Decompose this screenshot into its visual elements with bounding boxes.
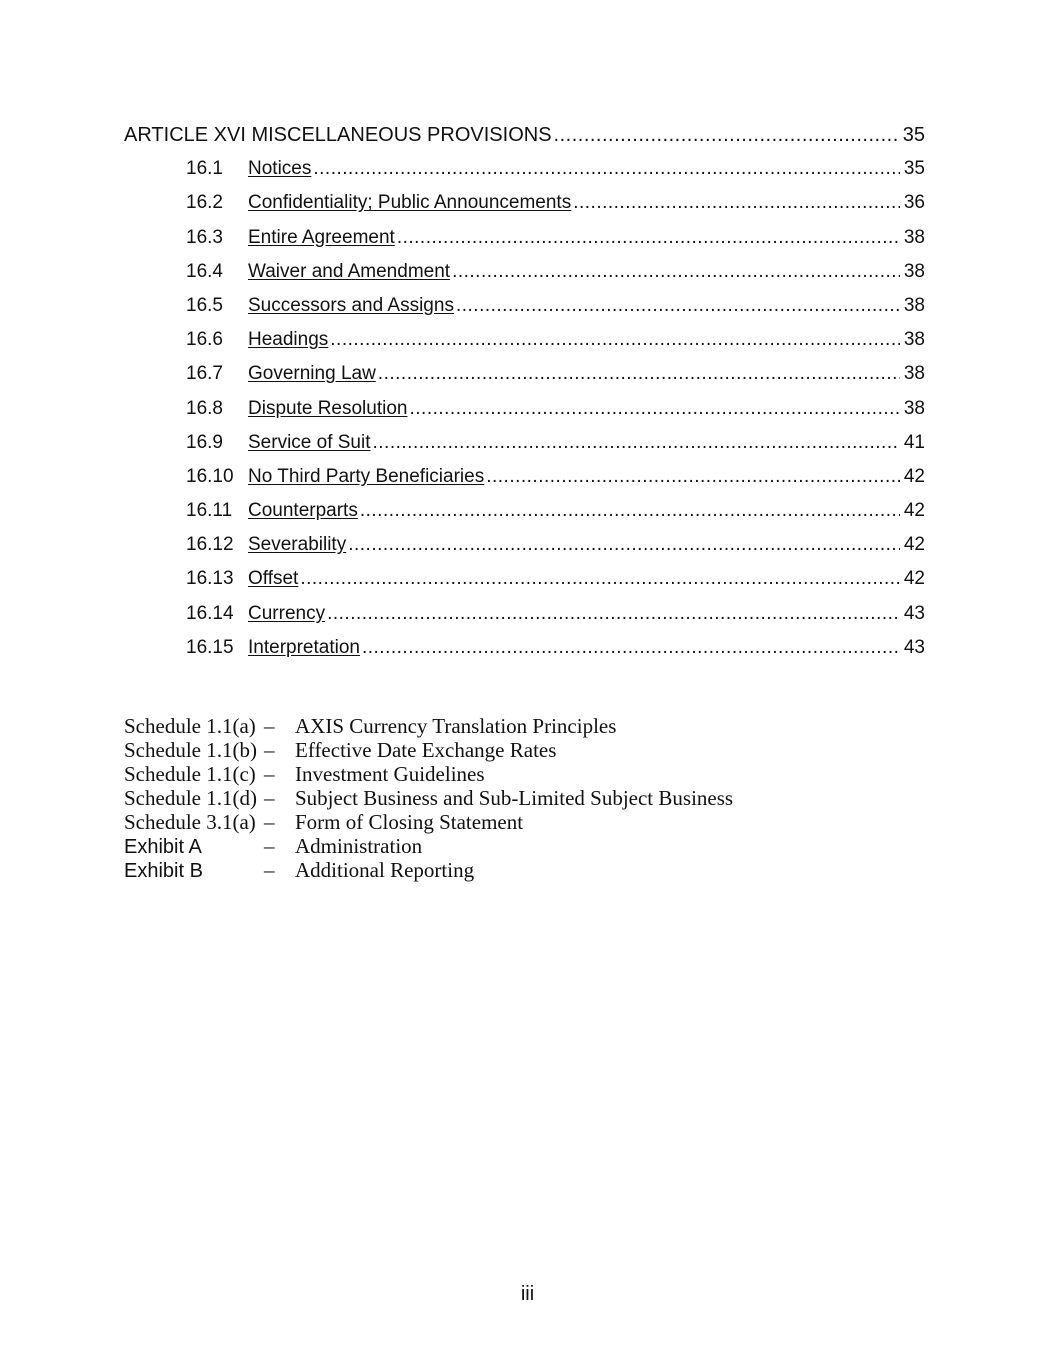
section-title-link[interactable]: Service of Suit (248, 431, 371, 453)
toc-section-entry[interactable] (124, 295, 925, 329)
section-title-link[interactable]: Offset (248, 568, 299, 590)
dot-leader (378, 363, 900, 385)
toc-section-entry[interactable] (124, 227, 925, 261)
section-page-number: 38 (903, 260, 925, 282)
section-title-link[interactable]: Counterparts (248, 500, 358, 522)
dot-leader (373, 432, 900, 454)
section-title-link[interactable]: Successors and Assigns (248, 294, 454, 316)
section-number: 16.12 (186, 534, 234, 556)
section-number: 16.1 (186, 158, 223, 180)
toc-section-entry[interactable] (124, 603, 925, 637)
dot-leader (300, 568, 900, 590)
dot-leader (456, 295, 900, 317)
toc-section-entry[interactable] (124, 500, 925, 534)
schedule-item (124, 762, 733, 786)
page-number: iii (520, 1283, 535, 1305)
section-title-link[interactable]: Confidentiality; Public Announcements (248, 192, 572, 214)
toc-section-entry[interactable] (124, 466, 925, 500)
exhibit-description: Additional Reporting (295, 858, 475, 882)
section-number: 16.14 (186, 602, 234, 624)
section-page-number: 42 (903, 534, 925, 556)
section-title-link[interactable]: Entire Agreement (248, 226, 395, 248)
toc-section-entry[interactable] (124, 192, 925, 226)
section-page-number: 42 (903, 465, 925, 487)
dot-leader (360, 500, 900, 522)
section-title-link[interactable]: Interpretation (248, 636, 360, 658)
schedule-label: Schedule 1.1(a) (124, 714, 256, 738)
dot-leader (362, 637, 900, 659)
schedules-list (124, 714, 733, 882)
schedule-item (124, 786, 733, 810)
section-title-link[interactable]: Governing Law (248, 363, 376, 385)
toc-section-entry[interactable] (124, 568, 925, 602)
schedule-dash: – (264, 858, 275, 882)
section-number: 16.8 (186, 397, 223, 419)
schedule-description: Investment Guidelines (295, 762, 485, 786)
schedule-dash: – (264, 834, 275, 858)
dot-leader (554, 124, 899, 147)
section-title-link[interactable]: Currency (248, 602, 326, 624)
schedule-dash: – (264, 714, 275, 738)
section-title-link[interactable]: Severability (248, 534, 347, 556)
schedule-label: Schedule 3.1(a) (124, 810, 256, 834)
schedule-description: AXIS Currency Translation Principles (295, 714, 617, 738)
schedule-item (124, 810, 733, 834)
toc-section-entry[interactable] (124, 158, 925, 192)
dot-leader (330, 329, 900, 351)
section-number: 16.6 (186, 329, 223, 351)
toc-section-entry[interactable] (124, 637, 925, 671)
dot-leader (486, 466, 900, 488)
section-number: 16.4 (186, 260, 223, 282)
section-page-number: 43 (903, 602, 925, 624)
article-page-number: 35 (902, 124, 925, 146)
dot-leader (313, 158, 900, 180)
section-number: 16.9 (186, 431, 223, 453)
section-page-number: 38 (903, 397, 925, 419)
section-page-number: 43 (903, 636, 925, 658)
section-title-link[interactable]: Waiver and Amendment (248, 260, 451, 282)
exhibit-item (124, 834, 733, 858)
section-page-number: 38 (903, 294, 925, 316)
section-number: 16.7 (186, 363, 223, 385)
dot-leader (327, 603, 900, 625)
dot-leader (348, 534, 900, 556)
section-page-number: 38 (903, 363, 925, 385)
toc-section-entry[interactable] (124, 534, 925, 568)
schedule-label: Schedule 1.1(c) (124, 762, 256, 786)
schedule-label: Schedule 1.1(d) (124, 786, 257, 810)
schedule-item (124, 714, 733, 738)
section-number: 16.2 (186, 192, 223, 214)
toc-article-entry[interactable] (124, 124, 925, 158)
schedule-description: Effective Date Exchange Rates (295, 738, 557, 762)
section-page-number: 38 (903, 329, 925, 351)
section-title-link[interactable]: Dispute Resolution (248, 397, 408, 419)
section-title-link[interactable]: Headings (248, 329, 329, 351)
schedule-dash: – (264, 762, 275, 786)
section-number: 16.5 (186, 294, 223, 316)
toc-section-entry[interactable] (124, 398, 925, 432)
schedule-description: Subject Business and Sub-Limited Subject Business (295, 786, 734, 810)
schedule-item (124, 738, 733, 762)
section-page-number: 36 (903, 192, 925, 214)
toc-section-entry[interactable] (124, 363, 925, 397)
section-number: 16.3 (186, 226, 223, 248)
exhibit-description: Administration (295, 834, 423, 858)
section-number: 16.15 (186, 636, 234, 658)
table-of-contents (124, 124, 925, 671)
schedule-dash: – (264, 810, 275, 834)
toc-section-entry[interactable] (124, 432, 925, 466)
schedule-label: Schedule 1.1(b) (124, 738, 257, 762)
section-page-number: 41 (903, 431, 925, 453)
section-title-link[interactable]: Notices (248, 158, 312, 180)
toc-section-entry[interactable] (124, 329, 925, 363)
section-number: 16.13 (186, 568, 234, 590)
exhibit-item (124, 858, 733, 882)
section-title-link[interactable]: No Third Party Beneficiaries (248, 465, 485, 487)
schedule-dash: – (264, 738, 275, 762)
section-page-number: 42 (903, 500, 925, 522)
article-title: ARTICLE XVI MISCELLANEOUS PROVISIONS (124, 124, 552, 146)
toc-section-entry[interactable] (124, 261, 925, 295)
section-number: 16.10 (186, 465, 234, 487)
exhibit-label: Exhibit A (124, 836, 202, 858)
dot-leader (573, 192, 900, 214)
exhibit-label: Exhibit B (124, 860, 203, 882)
dot-leader (397, 227, 900, 249)
dot-leader (409, 398, 899, 420)
section-number: 16.11 (186, 500, 233, 522)
section-page-number: 38 (903, 226, 925, 248)
schedule-description: Form of Closing Statement (295, 810, 524, 834)
section-page-number: 35 (903, 158, 925, 180)
dot-leader (452, 261, 900, 283)
schedule-dash: – (264, 786, 275, 810)
section-page-number: 42 (903, 568, 925, 590)
